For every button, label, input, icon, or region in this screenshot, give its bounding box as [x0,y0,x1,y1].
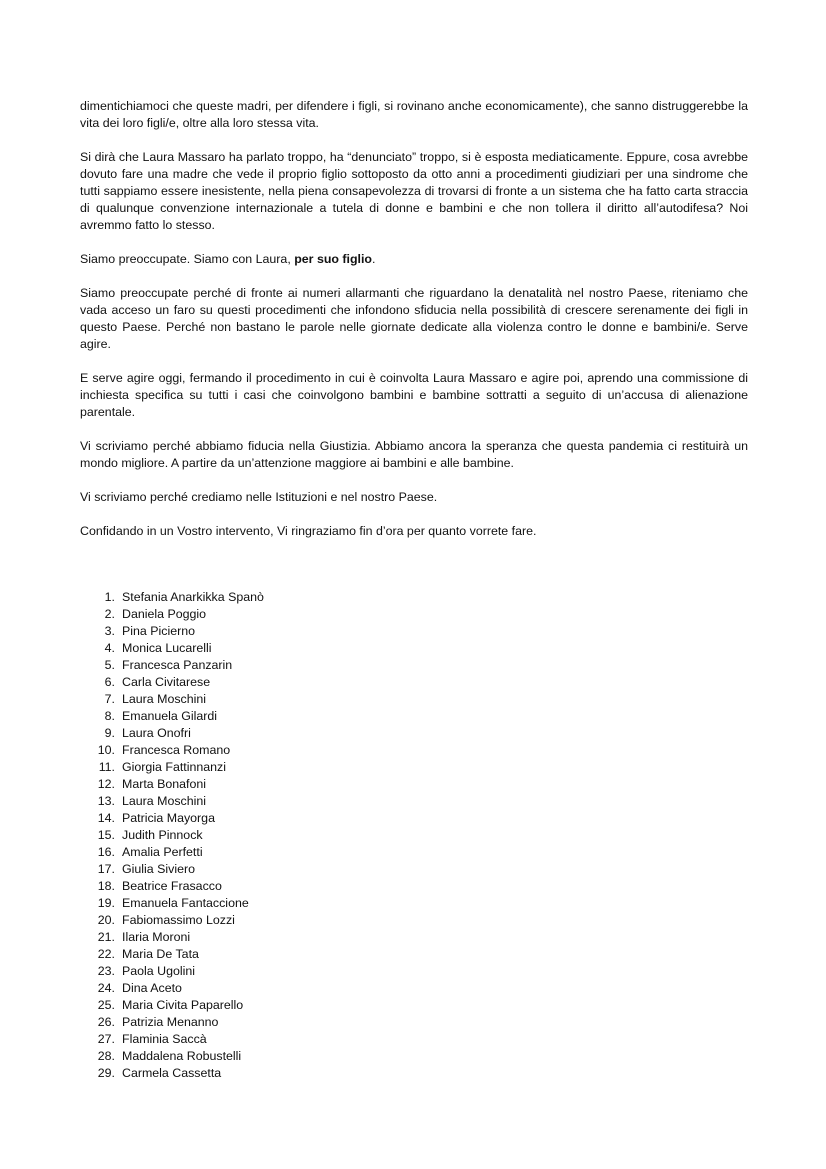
signatory-name: Dina Aceto [122,981,182,995]
signatory-item [80,1031,264,1048]
signatory-number: 25. [97,998,115,1012]
signatory-number: 6. [104,675,115,689]
signatory-name: Patrizia Menanno [122,1015,219,1029]
signatory-item [80,1048,264,1065]
signatory-number: 26. [97,1015,115,1029]
signatory-name: Marta Bonafoni [122,777,207,791]
signatory-number: 21. [97,930,115,944]
signatory-name: Maddalena Robustelli [122,1049,242,1063]
signatory-number: 2. [104,607,115,621]
signatory-number: 16. [97,845,115,859]
signatory-item [80,963,264,980]
signatory-name: Fabiomassimo Lozzi [122,913,235,927]
signatory-number: 27. [97,1032,115,1046]
signatory-name: Maria Civita Paparello [122,998,244,1012]
paragraph-concern [80,251,748,268]
signatory-number: 8. [104,709,115,723]
signatory-number: 17. [97,862,115,876]
paragraph-justice: Vi scriviamo perché abbiamo fiducia nella Giustizia. Abbiamo ancora la speranza che questa pandemia ci restituirà un mondo migliore. A partire da un’attenzione maggiore ai bambini e alle bambine. [80,439,748,470]
signatory-item [80,640,264,657]
signatory-number: 28. [97,1049,115,1063]
signatory-item [80,759,264,776]
signatory-name: Francesca Panzarin [122,658,233,672]
signatory-item [80,657,264,674]
signatories-list [80,589,264,1082]
signatory-number: 15. [97,828,115,842]
signatory-number: 1. [104,590,115,604]
signatory-item [80,623,264,640]
signatory-item [80,793,264,810]
signatory-item [80,708,264,725]
signatory-name: Laura Moschini [122,794,207,808]
paragraph-act-today: E serve agire oggi, fermando il procedimento in cui è coinvolta Laura Massaro e agire poi, aprendo una commissione di inchiesta specifica su tutti i casi che coinvolgono bambini e bambine sottratti a seguito di un’accusa di alienazione parentale. [80,371,748,419]
paragraph-self-defense: Si dirà che Laura Massaro ha parlato troppo, ha “denunciato” troppo, si è esposta mediaticamente. Eppure, cosa avrebbe dovuto fare una madre che vede il proprio figlio sottoposto da otto anni a procedimenti giudiziari per una sindrome che tutti sappiamo essere inesistente, nella piena consapevolezza di trovarsi di fronte a un sistema che ha fatto carta straccia di qualunque convenzione internazionale a tutela di donne e bambini e che non tollera il diritto all’autodifesa? Noi avremmo fatto lo stesso. [80,150,748,232]
signatory-item [80,912,264,929]
signatory-name: Patricia Mayorga [122,811,215,825]
signatory-item [80,980,264,997]
signatory-name: Stefania Anarkikka Spanò [122,590,264,604]
signatory-item [80,606,264,623]
signatory-number: 24. [97,981,115,995]
letter-body [80,98,748,557]
signatory-item [80,861,264,878]
signatory-name: Judith Pinnock [122,828,203,842]
signatory-number: 12. [97,777,115,791]
signatory-item [80,742,264,759]
signatory-name: Laura Onofri [122,726,191,740]
signatory-name: Flaminia Saccà [122,1032,207,1046]
signatory-name: Ilaria Moroni [122,930,191,944]
signatory-name: Beatrice Frasacco [122,879,222,893]
signatory-name: Emanuela Gilardi [122,709,218,723]
signatory-name: Carla Civitarese [122,675,211,689]
signatory-item [80,725,264,742]
signatory-name: Emanuela Fantaccione [122,896,249,910]
signatory-number: 10. [97,743,115,757]
signatory-number: 5. [104,658,115,672]
paragraph-continuation: dimentichiamoci che queste madri, per difendere i figli, si rovinano anche economicamente), che sanno distruggerebbe la vita dei loro figli/e, oltre alla loro stessa vita. [80,99,748,130]
signatory-number: 7. [104,692,115,706]
signatory-item [80,878,264,895]
signatory-number: 19. [97,896,115,910]
signatory-name: Maria De Tata [122,947,199,961]
signatory-item [80,895,264,912]
signatory-item [80,827,264,844]
signatory-item [80,776,264,793]
concern-tail: . [372,252,376,266]
signatory-name: Daniela Poggio [122,607,207,621]
signatory-item [80,1014,264,1031]
signatory-name: Pina Picierno [122,624,196,638]
paragraph-denatality: Siamo preoccupate perché di fronte ai numeri allarmanti che riguardano la denatalità nel nostro Paese, riteniamo che vada acceso un faro su questi procedimenti che infondono sfiducia nella possibilità di crescere serenamente dei figli in questo Paese. Perché non bastano le parole nelle giornate dedicate alla violenza contro le donne e bambini/e. Serve agire. [80,286,748,351]
signatory-name: Amalia Perfetti [122,845,203,859]
signatory-name: Monica Lucarelli [122,641,212,655]
signatory-item [80,946,264,963]
signatory-item [80,691,264,708]
signatory-number: 3. [104,624,115,638]
signatory-name: Laura Moschini [122,692,207,706]
signatory-number: 4. [104,641,115,655]
signatory-number: 13. [97,794,115,808]
paragraph-institutions: Vi scriviamo perché crediamo nelle Istituzioni e nel nostro Paese. [80,490,438,504]
signatory-name: Giorgia Fattinnanzi [122,760,226,774]
signatory-item [80,844,264,861]
signatory-number: 29. [97,1066,115,1080]
signatory-number: 11. [98,760,115,774]
signatory-number: 22. [97,947,115,961]
signatory-number: 14. [97,811,115,825]
signatory-number: 18. [97,879,115,893]
signatory-number: 23. [97,964,115,978]
signatory-item [80,674,264,691]
signatory-item [80,997,264,1014]
signatory-number: 20. [97,913,115,927]
concern-lead: Siamo preoccupate. Siamo con Laura, [80,252,295,266]
signatory-number: 9. [104,726,115,740]
signatory-item [80,1065,264,1082]
concern-bold: per suo figlio [294,252,373,266]
signatory-name: Francesca Romano [122,743,231,757]
signatory-item [80,810,264,827]
signatory-name: Paola Ugolini [122,964,196,978]
paragraph-closing: Confidando in un Vostro intervento, Vi ringraziamo fin d’ora per quanto vorrete fare. [80,524,537,538]
signatory-item [80,589,264,606]
signatory-item [80,929,264,946]
signatory-name: Carmela Cassetta [122,1066,222,1080]
signatory-name: Giulia Siviero [122,862,195,876]
